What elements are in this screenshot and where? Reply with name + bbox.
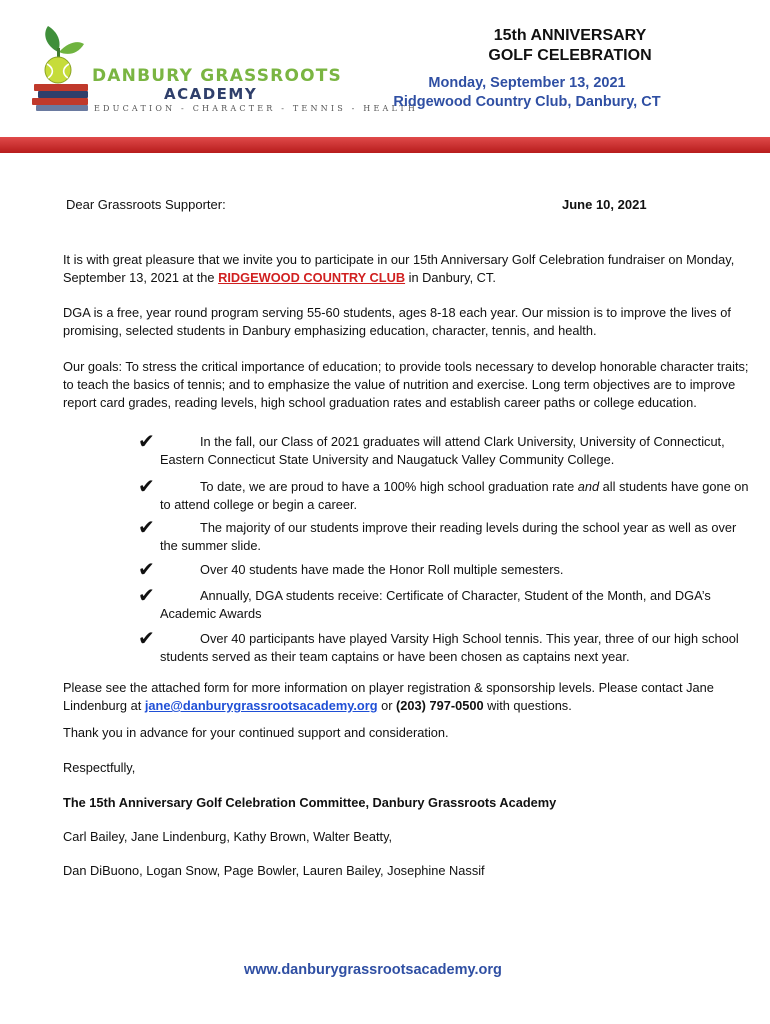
contact-phone: (203) 797-0500: [396, 698, 484, 713]
checkmark-icon: ✔: [138, 559, 155, 581]
event-details: [370, 74, 684, 112]
contact-text-or: or: [377, 698, 397, 713]
checkmark-icon: ✔: [138, 431, 155, 453]
footer-website-link[interactable]: www.danburygrassrootsacademy.org: [244, 962, 502, 978]
closing: Respectfully,: [63, 760, 136, 775]
header-divider-bar: [0, 137, 770, 153]
committee-members-line1: Carl Bailey, Jane Lindenburg, Kathy Brown, Walter Beatty,: [63, 829, 393, 844]
greeting: Dear Grassroots Supporter:: [66, 197, 226, 212]
achievement-text-emphasis: and: [577, 479, 600, 494]
event-title: [420, 26, 720, 66]
intro-text: It is with great pleasure that we invite you to participate in our 15th Anniversary Golf Celebration fundraiser on Monday, September 13, 2021 at the: [63, 252, 735, 285]
achievement-item: [138, 561, 750, 579]
venue-name: RIDGEWOOD COUNTRY CLUB: [218, 270, 406, 285]
contact-text-end: with questions.: [483, 698, 572, 713]
checkmark-icon: ✔: [138, 628, 155, 650]
event-date: Monday, September 13, 2021: [428, 75, 626, 91]
letter-date: June 10, 2021: [562, 197, 647, 212]
contact-paragraph: [63, 679, 743, 715]
committee-members-line2: Dan DiBuono, Logan Snow, Page Bowler, Lauren Bailey, Josephine Nassif: [63, 863, 485, 878]
logo-tagline: EDUCATION - CHARACTER - TENNIS - HEALTH: [94, 104, 419, 113]
intro-text-end: in Danbury, CT.: [405, 270, 496, 285]
achievement-text: In the fall, our Class of 2021 graduates will attend Clark University, University of Connecticut, Eastern Connecticut State University and Naugatuck Valley Community College.: [160, 434, 725, 467]
achievement-item: [138, 433, 750, 469]
achievement-item: [138, 478, 750, 514]
achievement-text-start: To date, we are proud to have a 100% high school graduation rate: [200, 479, 578, 494]
achievement-text: Over 40 participants have played Varsity High School tennis. This year, three of our high school students served as their team captains or have been chosen as captains next year.: [160, 631, 739, 664]
achievement-text-end: all students have gone on to attend college or begin a career.: [160, 479, 749, 512]
checkmark-icon: ✔: [138, 517, 155, 539]
goals-paragraph: Our goals: To stress the critical importance of education; to provide tools necessary to develop honorable character traits; to teach the basics of tennis; and to emphasize the value of nutrition and exercise. Long term objectives are to improve report card grades, reading levels, high school graduation rates and establish career paths or college education.: [63, 359, 749, 410]
achievement-text: Over 40 students have made the Honor Roll multiple semesters.: [200, 562, 564, 577]
logo-academy: ACADEMY: [164, 85, 258, 103]
contact-email-link[interactable]: jane@danburygrassrootsacademy.org: [144, 698, 378, 713]
checkmark-icon: ✔: [138, 585, 155, 607]
contact-text: Please see the attached form for more information on player registration & sponsorship levels. Please contact Jane Lindenburg at: [63, 680, 714, 713]
books-tennis-ball-icon: [28, 22, 98, 122]
achievement-item: [138, 630, 750, 666]
achievement-text: Annually, DGA students receive: Certificate of Character, Student of the Month, and DGA’s Academic Awards: [160, 588, 711, 621]
event-title-line2: GOLF CELEBRATION: [488, 47, 652, 64]
academy-logo: [28, 22, 419, 122]
achievement-text: [138, 478, 750, 514]
achievement-item: [138, 587, 750, 623]
committee-name: The 15th Anniversary Golf Celebration Committee, Danbury Grassroots Academy: [63, 795, 557, 810]
checkmark-icon: ✔: [138, 476, 155, 498]
mission-paragraph: DGA is a free, year round program serving 55-60 students, ages 8-18 each year. Our mission is to improve the lives of promising, selected students in Danbury emphasizing education, character, tennis, and health.: [63, 305, 731, 338]
achievement-item: [138, 519, 750, 555]
event-location: Ridgewood Country Club, Danbury, CT: [393, 94, 661, 110]
achievement-text: The majority of our students improve their reading levels during the school year as well as over the summer slide.: [160, 520, 737, 553]
event-title-line1: 15th ANNIVERSARY: [493, 27, 647, 44]
intro-paragraph: [63, 251, 751, 287]
logo-name: DANBURY GRASSROOTS: [92, 66, 343, 86]
thanks-paragraph: Thank you in advance for your continued support and consideration.: [63, 725, 449, 740]
